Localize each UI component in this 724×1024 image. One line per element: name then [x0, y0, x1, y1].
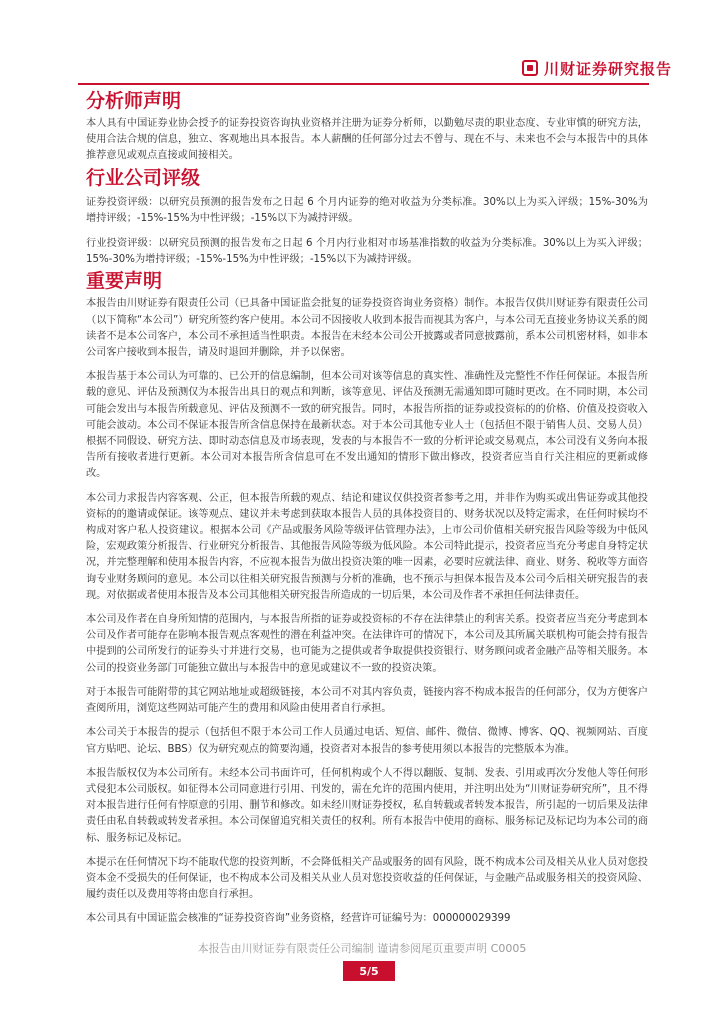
brand	[522, 56, 672, 80]
notice-paragraph: 本公司力求报告内容客观、公正，但本报告所载的观点、结论和建议仅供投资者参考之用，并非作为购买或出售证券或其他投资标的的邀请或保证。该等观点、建议并未考虑到获取本报告人员的具体投资目的、财务状况以及特定需求，在任何时候均不构成对客户私人投资建议。根据本公司《产品或服务风险等级评估管理办法》，上市公司价值相关研究报告风险等级为中低风险，宏观政策分析报告、行业研究分析报告、其他报告风险等级为低风险。本公司特此提示，投资者应当充分考虑自身特定状况，并完整理解和使用本报告内容，不应视本报告为做出投资决策的唯一因素，必要时应就法律、商业、财务、税收等方面咨询专业财务顾问的意见。本公司以往相关研究报告预测与分析的准确，也不预示与担保本报告及本公司今后相关研究报告的表现。对依据或者使用本报告及本公司其他相关研究报告所造成的一切后果，本公司及作者不承担任何法律责任。	[86, 492, 648, 601]
notice-paragraph: 本报告基于本公司认为可靠的、已公开的信息编制，但本公司对该等信息的真实性、准确性及完整性不作任何保证。本报告所载的意见、评估及预测仅为本报告出具日的观点和判断，该等意见、评估及预测无需通知即可随时更改。在不同时期，本公司可能会发出与本报告所载意见、评估及预测不一致的研究报告。同时，本报告所指的证券或投资标的的价格、价值及投资收入可能会波动。本公司不保证本报告所含信息保持在最新状态。对于本公司其他专业人士（包括但不限于销售人员、交易人员）根据不同假设、研究方法、即时动态信息及市场表现，发表的与本报告不一致的分析评论或交易观点，本公司没有义务向本报告所有接收者进行更新。本公司对本报告所含信息可在不发出通知的情形下做出修改，投资者应当自行关注相应的更新或修改。	[86, 371, 648, 480]
license-paragraph: 本公司具有中国证监会核准的“证券投资咨询”业务资格，经营许可证编号为：000000029399	[86, 913, 511, 925]
analyst-statement-title: 分析师声明	[86, 90, 182, 112]
page-content	[86, 88, 648, 928]
notice-paragraph: 本报告版权仅为本公司所有。未经本公司书面许可，任何机构或个人不得以翻版、复制、发表、引用或再次分发他人等任何形式侵犯本公司版权。如征得本公司同意进行引用、刊发的，需在允许的范围内使用，并注明出处为“川财证券研究所”，且不得对本报告进行任何有悖原意的引用、删节和修改。如未经川财证券授权，私自转载或者转发本报告，所引起的一切后果及法律责任由私自转载或转发者承担。本公司保留追究相关责任的权利。所有本报告中使用的商标、服务标记及标记均为本公司的商标、服务标记及标记。	[86, 767, 648, 844]
brand-name: 川财证券研究报告	[543, 59, 672, 78]
notice-paragraph: 本公司关于本报告的提示（包括但不限于本公司工作人员通过电话、短信、邮件、微信、微博、博客、QQ、视频网站、百度官方贴吧、论坛、BBS）仅为研究观点的简要沟通，投资者对本报告的参考使用须以本报告的完整版本为准。	[86, 727, 648, 755]
notice-paragraph: 本报告由川财证券有限责任公司（已具备中国证监会批复的证券投资咨询业务资格）制作。本报告仅供川财证券有限责任公司（以下简称“本公司”）研究所签约客户使用。本公司不因接收人收到本报告而视其为客户，与本公司无直接业务协议关系的阅读者不是本公司客户，本公司不承担适当性职责。本报告在未经本公司公开披露或者同意披露前，系本公司机密材料，如非本公司客户接收到本报告，请及时退回并删除，并予以保密。	[86, 298, 648, 359]
rating-securities-paragraph: 证券投资评级：以研究员预测的报告发布之日起 6 个月内证券的绝对收益为分类标准。30%以上为买入评级；15%-30%为增持评级；-15%-15%为中性评级；-15%以下为减持评级。	[86, 196, 648, 224]
analyst-statement-body: 本人具有中国证券业协会授予的证券投资咨询执业资格并注册为证券分析师，以勤勉尽责的职业态度、专业审慎的研究方法，使用合法合规的信息，独立、客观地出具本报告。本人薪酬的任何部分过去不曾与、现在不与、未来也不会与本报告中的具体推荐意见或观点直接或间接相关。	[86, 118, 648, 162]
rating-industry-paragraph: 行业投资评级：以研究员预测的报告发布之日起 6 个月内行业相对市场基准指数的收益为分类标准。30%以上为买入评级；15%-30%为增持评级；-15%-15%为中性评级；-15%以下为减持评级。	[86, 238, 648, 266]
page-header	[0, 0, 724, 92]
footer-text: 本报告由川财证券有限责任公司编制 谨请参阅尾页重要声明 C0005	[197, 942, 527, 955]
important-notice-title: 重要声明	[86, 270, 163, 293]
notice-paragraph: 本提示在任何情况下均不能取代您的投资判断，不会降低相关产品或服务的固有风险，既不构成本公司及相关从业人员对您投资本金不受损失的任何保证，也不构成本公司及相关从业人员对您投资收益的任何保证，与金融产品或服务相关的投资风险、履约责任以及费用等将由您自行承担。	[86, 856, 648, 901]
brand-logo-icon	[522, 60, 538, 76]
rating-title: 行业公司评级	[86, 166, 201, 189]
header-divider	[78, 83, 649, 85]
notice-paragraph: 本公司及作者在自身所知情的范围内，与本报告所指的证券或投资标的不存在法律禁止的利害关系。投资者应当充分考虑到本公司及作者可能存在影响本报告观点客观性的潜在利益冲突。在法律许可的情况下，本公司及其所属关联机构可能会持有报告中提到的公司所发行的证券头寸并进行交易，也可能为之提供或者争取提供投资银行、财务顾问或者金融产品等相关服务。本公司的投资业务部门可能独立做出与本报告中的意见或建议不一致的投资决策。	[86, 614, 648, 674]
notice-paragraph: 对于本报告可能附带的其它网站地址或超级链接，本公司不对其内容负责，链接内容不构成本报告的任何部分，仅为方便客户查阅所用，浏览这些网站可能产生的费用和风险由使用者自行承担。	[86, 686, 648, 715]
page-number-badge: 5/5	[343, 961, 395, 981]
